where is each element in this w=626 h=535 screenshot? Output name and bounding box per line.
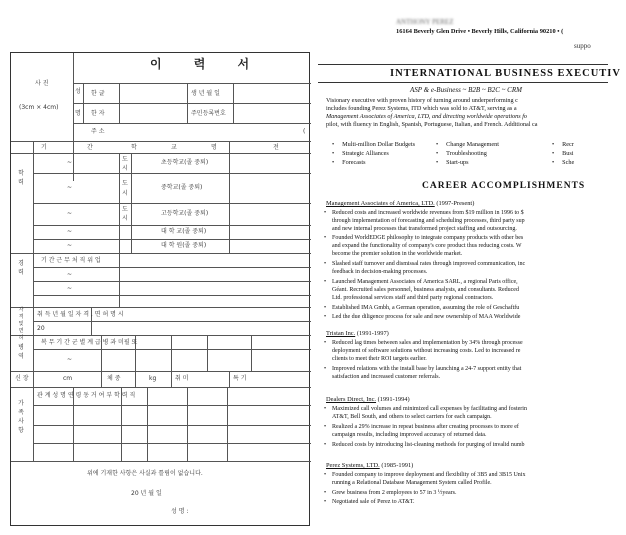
keyword: • Change Management (436, 141, 499, 148)
qual-year: 20 (37, 325, 45, 332)
job-bullet: • Realized a 29% increase in repeat business after creating processes to more ef (332, 423, 519, 431)
keyword: • Sche (552, 159, 574, 166)
job-bullet-cont: Géant. Recruited sales personnel, business analysts, and consultants. Reduced (332, 287, 519, 293)
job-bullet-cont: and expand the functionality of company's core product thus reducing costs. W (332, 243, 522, 249)
military-side-label: 병 역 (18, 344, 24, 360)
job-bullet-cont: Ltd. professional services staff and third party regional contractors. (332, 295, 494, 301)
rule-top (318, 64, 608, 65)
hobby-label: 취 미 (175, 375, 189, 382)
job-bullet: • Reduced lag times between sales and implementation by 34% through processe (332, 339, 523, 347)
edu-type-4: 대 학 교(졸 중퇴) (161, 228, 207, 235)
address-label: 주 소 (91, 128, 105, 135)
job-company-name: Perez Systems, LTD. (326, 462, 380, 469)
edu-range-2: ~ (67, 184, 73, 191)
edu-range-5: ~ (67, 242, 73, 249)
edu-si-3: 시 (122, 215, 128, 222)
job-bullet: • Launched Management Associates of America SARL, a regional Paris office, (332, 278, 518, 286)
hanja-label: 한 자 (91, 110, 105, 117)
contact-email: suppo (574, 42, 591, 50)
form-title: 이 력 서 (150, 57, 264, 71)
career-range-1: ~ (67, 271, 73, 278)
keyword: • Busi (552, 150, 574, 157)
keyword: • Multi-million Dollar Budgets (332, 141, 415, 148)
job-bullet-cont: AT&T, Bell South, and others to select carriers for each campaign. (332, 414, 492, 420)
edu-header-1: 기 (41, 144, 47, 151)
edu-header-4: 교 (171, 144, 177, 151)
photo-size: (3cm × 4cm) (19, 104, 59, 111)
edu-header-6: 전 (273, 144, 279, 151)
keyword: • Forecasts (332, 159, 366, 166)
job-bullet-cont: become the premier solution in the worldwide market. (332, 251, 463, 257)
summary-line: pilot, with fluency in English, Spanish, Portuguese, Italian, and French. Additional ca (326, 121, 538, 128)
job-dates: (1997-Present) (436, 200, 475, 207)
edu-city-2: 도 (122, 180, 128, 187)
job-bullet-cont: clients to meet their ROI targets earlier. (332, 356, 427, 362)
resume-tagline: ASP & e-Business ~ B2B ~ B2C ~ CRM (410, 86, 522, 94)
qual-header: 취 득 년 월 일 자 격 , 면 허 명 시 (37, 311, 124, 318)
height-unit: cm (63, 375, 73, 382)
job-company (326, 396, 410, 403)
job-bullet-cont: deployment of software solutions without increasing costs. Led to increased re (332, 348, 521, 354)
job-company (326, 462, 413, 469)
edu-header-5: 명 (211, 144, 217, 151)
contact-address: 16164 Beverly Glen Drive • Beverly Hills, California 90210 • ( (396, 28, 564, 35)
keyword: • Recr (552, 141, 574, 148)
edu-city-1: 도 (122, 156, 128, 163)
edu-city-3: 도 (122, 206, 128, 213)
career-side-label: 경 력 (18, 260, 24, 276)
career-header: 기 간 근 무 처 직 위 업 (41, 257, 101, 264)
family-side-label: 가 족 사 항 (18, 400, 24, 434)
keyword: • Strategic Alliances (332, 150, 389, 157)
edu-side-label: 학 력 (18, 170, 24, 186)
job-bullet: • Slashed staff turnover and dismissal rates through improved communication, inc (332, 260, 525, 268)
career-range-2: ~ (67, 285, 73, 292)
job-bullet: • Founded company to improve deployment and flexibility of 3B5 and 3B15 Unix (332, 471, 525, 479)
korean-resume-form (0, 0, 306, 535)
resume-headline: INTERNATIONAL BUSINESS EXECUTIV (390, 68, 621, 79)
photo-label: 사 진 (35, 80, 49, 87)
rule-bottom (318, 82, 608, 83)
job-company (326, 200, 474, 207)
keyword: • Troubleshooting (436, 150, 487, 157)
sign-date: 20 년 월 일 (131, 490, 162, 497)
job-bullet-cont: satisfaction and increased customer referrals. (332, 374, 441, 380)
edu-header-3: 학 (131, 144, 137, 151)
edu-type-2: 중학교(졸 중퇴) (161, 184, 203, 191)
id-number-label: 주민등록번호 (191, 110, 226, 117)
job-company-name: Management Associates of America, LTD. (326, 200, 435, 207)
hangul-label: 한 글 (91, 90, 105, 97)
edu-si-1: 시 (122, 165, 128, 172)
summary-line: Visionary executive with proven history of turning around underperforming c (326, 97, 518, 104)
job-bullet-cont: and new internal processes that transformed project staffing and outsourcing. (332, 226, 517, 232)
edu-range-3: ~ (67, 210, 73, 217)
job-dates: (1985-1991) (381, 462, 414, 469)
edu-range-4: ~ (67, 228, 73, 235)
job-dates: (1991-1997) (356, 330, 389, 337)
form-grid (10, 52, 310, 526)
career-heading: CAREER ACCOMPLISHMENTS (422, 181, 586, 191)
summary-line: Management Associates of America, LTD, and directing worldwide operations fo (326, 113, 528, 120)
job-company (326, 330, 389, 337)
summary-line: includes founding Perez Systems, ITD which was sold to AT&T, serving as a (326, 105, 517, 112)
edu-type-5: 대 학 원(졸 중퇴) (161, 242, 207, 249)
height-label: 신 장 (15, 375, 29, 382)
edu-si-2: 시 (122, 190, 128, 197)
edu-range-1: ~ (67, 159, 73, 166)
job-bullet-cont: running a Relational Database Management System called Profile. (332, 480, 492, 486)
job-bullet: • Negotiated sale of Perez to AT&T. (332, 498, 415, 506)
job-bullet: • Established IMA Gmbh, a German operation, assuming the role of Geschaftfu (332, 304, 519, 312)
address-mark: ( (303, 128, 306, 135)
job-dates: (1991-1994) (377, 396, 410, 403)
job-bullet: • Reduced costs and increased worldwide revenues from $19 million in 1996 to $ (332, 209, 524, 217)
qual-side-label: 자격 및 면허 (18, 307, 24, 341)
job-bullet-cont: through implementation of forecasting and scheduling processes, third party sup (332, 218, 525, 224)
job-bullet: • Maximized call volumes and minimized call expenses by facilitating and fosterin (332, 405, 527, 413)
weight-unit: kg (149, 375, 157, 382)
job-bullet: • Improved relations with the install base by launching a 24-7 support entity that (332, 365, 521, 373)
edu-type-1: 초등학교(졸 중퇴) (161, 159, 209, 166)
signature-line: 성 명 : (171, 508, 189, 515)
job-bullet-cont: campaign results, including improved accuracy of returned data. (332, 432, 487, 438)
military-range: ~ (67, 356, 73, 363)
birth-label: 생 년 월 일 (191, 90, 220, 97)
military-header: 복 무 기 간 군 별 계 급 병 과 미필 또 (41, 339, 138, 346)
edu-type-3: 고등학교(졸 중퇴) (161, 210, 209, 217)
statement: 위에 기재한 사항은 사실과 틀림이 없습니다. (87, 470, 203, 477)
job-company-name: Dealers Direct, Inc. (326, 396, 377, 403)
english-resume (318, 0, 621, 535)
special-label: 특 기 (233, 375, 247, 382)
job-bullet: • Grew business from 2 employees to 57 in 3 ½years. (332, 489, 456, 497)
weight-label: 체 중 (107, 375, 121, 382)
edu-header-2: 간 (87, 144, 93, 151)
job-bullet: • Reduced costs by introducing list-cleaning methods for purging of invalid numb (332, 441, 525, 449)
job-bullet: • Founded WorldEDGE philosophy to integrate company products with other bes (332, 234, 523, 242)
job-bullet: • Led the due diligence process for sale and new ownership of MAA Worldwide (332, 313, 520, 321)
job-company-name: Tristan Inc. (326, 330, 356, 337)
job-bullet-cont: feedback in decision-making processes. (332, 269, 428, 275)
blurred-name: ANTHONY PEREZ (396, 18, 454, 26)
family-header: 관 계 성 명 연 령 동 거 여 부 학 력 직 (37, 392, 136, 399)
name-char-1: 성 (75, 88, 81, 95)
name-char-2: 명 (75, 110, 81, 117)
keyword: • Start-ups (436, 159, 469, 166)
